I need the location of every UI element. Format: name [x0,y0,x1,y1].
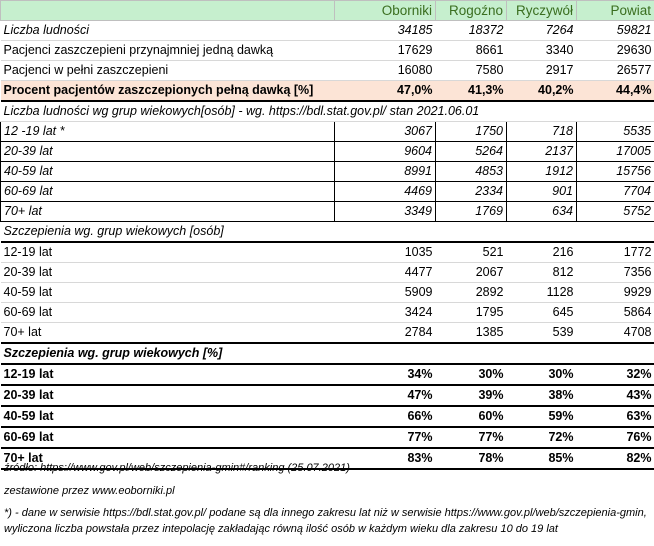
cell[interactable]: 1769 [436,202,507,222]
cell[interactable]: 83% [335,448,436,469]
row-label[interactable]: 70+ lat [1,202,335,222]
cell[interactable]: 32% [577,364,654,385]
population-section-title[interactable]: Liczba ludności wg grup wiekowych[osób] - wg. https://bdl.stat.gov.pl/ stan 2021.06.01 [1,101,654,122]
cell[interactable]: 1385 [436,323,507,344]
cell[interactable]: 7264 [507,21,577,41]
row-label[interactable]: 60-69 lat [1,303,335,323]
table-row [1,283,654,303]
cell[interactable]: 18372 [436,21,507,41]
cell[interactable]: 47% [335,385,436,406]
cell[interactable]: 47,0% [335,81,436,102]
compiled-by-note[interactable]: zestawione przez www.eoborniki.pl [4,485,175,497]
cell[interactable]: 645 [507,303,577,323]
row-label[interactable]: Procent pacjentów zaszczepionych pełną dawką [%] [1,81,335,102]
cell[interactable]: 41,3% [436,81,507,102]
cell[interactable]: 44,4% [577,81,654,102]
cell[interactable]: 5752 [577,202,654,222]
cell[interactable]: 16080 [335,61,436,81]
cell[interactable]: 1128 [507,283,577,303]
table-row [1,202,654,222]
cell[interactable]: 5864 [577,303,654,323]
cell[interactable]: 17005 [577,142,654,162]
cell[interactable]: 1912 [507,162,577,182]
table-row [1,364,654,385]
cell[interactable]: 5535 [577,122,654,142]
cell[interactable]: 78% [436,448,507,469]
source-note[interactable]: źródło: https://www.gov.pl/web/szczepienia-gmin#/ranking (25.07.2021) [4,462,350,474]
cell[interactable]: 812 [507,263,577,283]
header-rogozno[interactable]: Rogoźno [436,1,507,21]
cell[interactable]: 2334 [436,182,507,202]
cell[interactable]: 4708 [577,323,654,344]
cell[interactable]: 3349 [335,202,436,222]
cell[interactable]: 34185 [335,21,436,41]
vaccination-percent-section-title[interactable]: Szczepienia wg. grup wiekowych [%] [1,343,654,364]
row-label[interactable]: 40-59 lat [1,162,335,182]
row-label[interactable]: Pacjenci zaszczepieni przynajmniej jedną dawką [1,41,335,61]
row-label[interactable]: 60-69 lat [1,427,335,448]
cell[interactable]: 1750 [436,122,507,142]
header-powiat[interactable]: Powiat [577,1,654,21]
cell[interactable]: 7356 [577,263,654,283]
cell[interactable]: 77% [436,427,507,448]
table-row [1,242,654,263]
table-row [1,162,654,182]
footnote[interactable]: *) - dane w serwisie https://bdl.stat.gov.pl/ podane są dla innego zakresu lat niż w serwisie https://www.gov.pl/web/szczepienia-gmin, wyliczona liczba powstała przez intepolację zakładając równą ilość osób w każdym wieku dla zakresu 10 do 19 lat [4,507,647,535]
cell[interactable]: 66% [335,406,436,427]
table-row [1,41,654,61]
cell[interactable]: 63% [577,406,654,427]
cell[interactable]: 216 [507,242,577,263]
cell[interactable]: 1772 [577,242,654,263]
percent-row [1,81,654,102]
row-label[interactable]: 12-19 lat [1,242,335,263]
cell[interactable]: 5264 [436,142,507,162]
row-label[interactable]: 60-69 lat [1,182,335,202]
row-label[interactable]: Liczba ludności [1,21,335,41]
cell[interactable]: 30% [507,364,577,385]
header-ryczywol[interactable]: Ryczywół [507,1,577,21]
cell[interactable]: 9604 [335,142,436,162]
cell[interactable]: 30% [436,364,507,385]
cell[interactable]: 72% [507,427,577,448]
cell[interactable]: 2137 [507,142,577,162]
row-label[interactable]: 20-39 lat [1,263,335,283]
cell[interactable]: 34% [335,364,436,385]
cell[interactable]: 82% [577,448,654,469]
cell[interactable]: 38% [507,385,577,406]
cell[interactable]: 60% [436,406,507,427]
row-label[interactable]: 70+ lat [1,448,335,469]
row-label[interactable]: 40-59 lat [1,283,335,303]
header-cell-empty[interactable] [1,1,335,21]
table-row [1,323,654,344]
cell[interactable]: 85% [507,448,577,469]
cell[interactable]: 8661 [436,41,507,61]
cell[interactable]: 9929 [577,283,654,303]
cell[interactable]: 17629 [335,41,436,61]
table-row [1,427,654,448]
row-label[interactable]: 20-39 lat [1,142,335,162]
cell[interactable]: 634 [507,202,577,222]
table-row [1,182,654,202]
table-row [1,21,654,41]
cell[interactable]: 2067 [436,263,507,283]
cell[interactable]: 3067 [335,122,436,142]
row-label[interactable]: 12 -19 lat * [1,122,335,142]
cell[interactable]: 901 [507,182,577,202]
cell[interactable]: 43% [577,385,654,406]
table-row [1,385,654,406]
cell[interactable]: 1035 [335,242,436,263]
cell[interactable]: 59% [507,406,577,427]
row-label[interactable]: 12-19 lat [1,364,335,385]
cell[interactable]: 3424 [335,303,436,323]
cell[interactable]: 3340 [507,41,577,61]
section-title-row [1,101,654,122]
table-row [1,303,654,323]
cell[interactable]: 4853 [436,162,507,182]
section-title-row [1,343,654,364]
cell[interactable]: 2892 [436,283,507,303]
cell[interactable]: 76% [577,427,654,448]
cell[interactable]: 2917 [507,61,577,81]
table-row [1,263,654,283]
table-row [1,61,654,81]
cell[interactable]: 539 [507,323,577,344]
cell[interactable]: 39% [436,385,507,406]
cell[interactable]: 59821 [577,21,654,41]
header-oborniki[interactable]: Oborniki [335,1,436,21]
cell[interactable]: 29630 [577,41,654,61]
cell[interactable]: 5909 [335,283,436,303]
header-row [1,1,654,21]
cell[interactable]: 4469 [335,182,436,202]
cell[interactable]: 7704 [577,182,654,202]
cell[interactable]: 8991 [335,162,436,182]
cell[interactable]: 718 [507,122,577,142]
cell[interactable]: 15756 [577,162,654,182]
cell[interactable]: 77% [335,427,436,448]
row-label[interactable]: 70+ lat [1,323,335,344]
cell[interactable]: 4477 [335,263,436,283]
row-label[interactable]: 20-39 lat [1,385,335,406]
row-label[interactable]: Pacjenci w pełni zaszczepieni [1,61,335,81]
vaccinations-section-title[interactable]: Szczepienia wg. grup wiekowych [osób] [1,222,654,243]
cell[interactable]: 7580 [436,61,507,81]
cell[interactable]: 40,2% [507,81,577,102]
section-title-row [1,222,654,243]
cell[interactable]: 521 [436,242,507,263]
row-label[interactable]: 40-59 lat [1,406,335,427]
table-row [1,406,654,427]
cell[interactable]: 2784 [335,323,436,344]
cell[interactable]: 1795 [436,303,507,323]
cell[interactable]: 26577 [577,61,654,81]
table-row [1,142,654,162]
table-row [1,122,654,142]
